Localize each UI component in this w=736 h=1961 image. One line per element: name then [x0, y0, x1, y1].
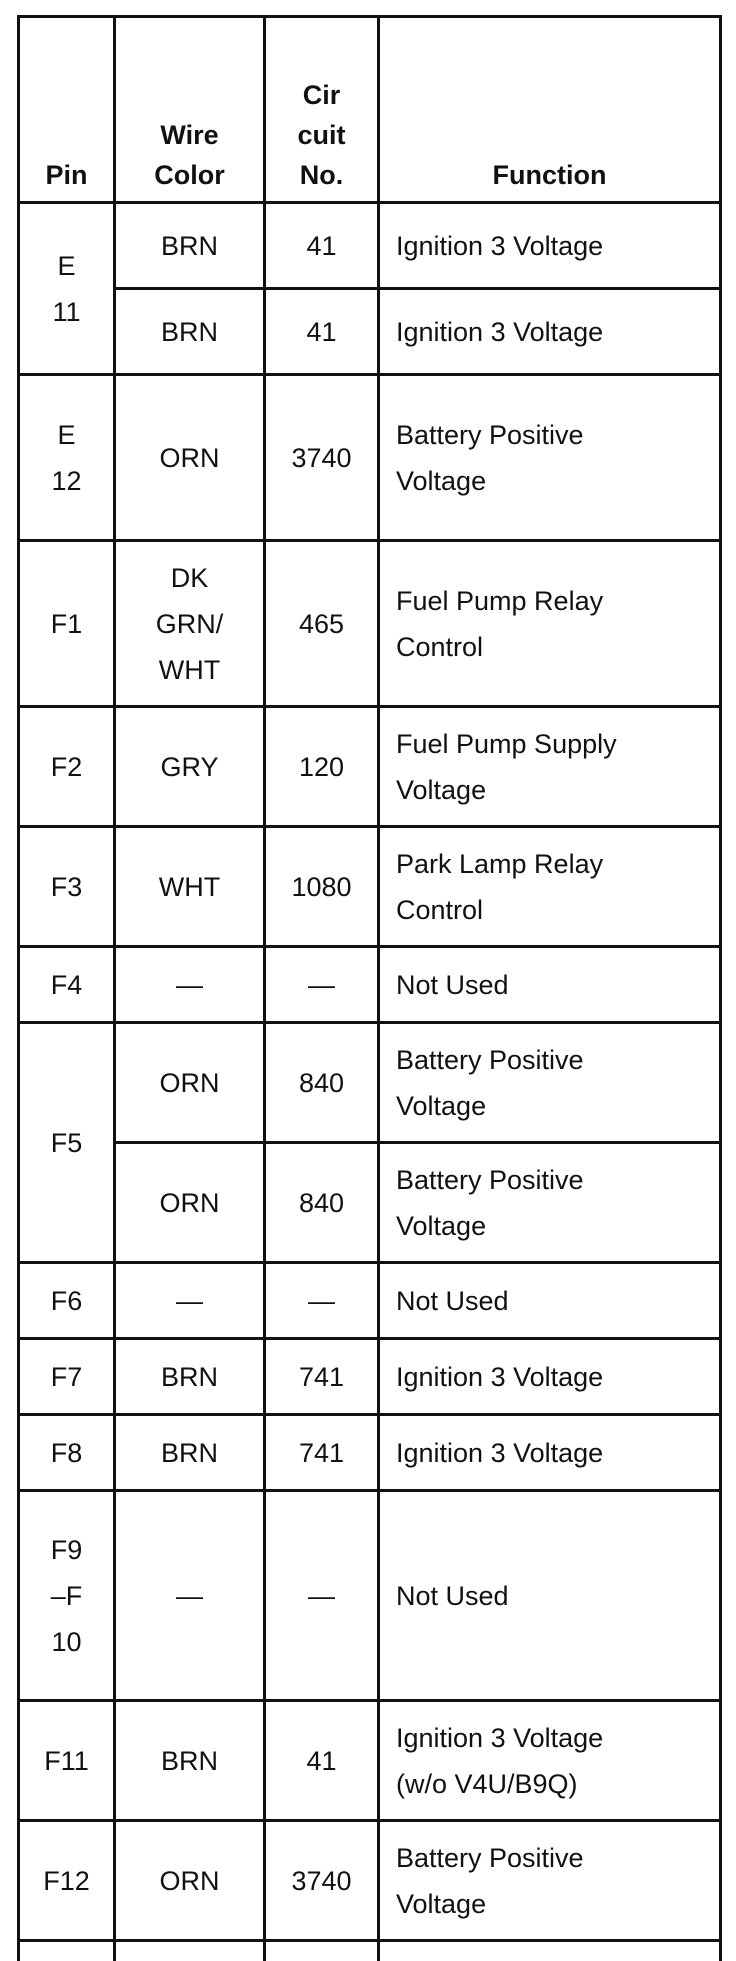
pin-cell: F6: [19, 1263, 115, 1339]
table-row: [19, 1821, 721, 1941]
table-row-continuation: [19, 1941, 721, 1961]
wire-color-cell: BRN: [115, 1701, 265, 1821]
table-row: [19, 947, 721, 1023]
table-row: [19, 203, 721, 289]
table-row: [19, 1415, 721, 1491]
function-cell: Battery Positive Voltage: [379, 1023, 721, 1143]
pin-cell: F3: [19, 827, 115, 947]
circuit-cell: 41: [265, 289, 379, 375]
wire-color-cell: ORN: [115, 375, 265, 541]
table-row: [19, 1701, 721, 1821]
function-cell: Not Used: [379, 1491, 721, 1701]
circuit-cell: —: [265, 1491, 379, 1701]
header-pin: Pin: [19, 17, 115, 203]
function-cell: Park Lamp Relay Control: [379, 827, 721, 947]
function-cell: Battery Positive Voltage: [379, 1143, 721, 1263]
table-header-row: [19, 17, 721, 203]
table-row: [19, 1491, 721, 1701]
wire-color-cell: —: [115, 1263, 265, 1339]
wire-color-cell: GRY: [115, 707, 265, 827]
pin-cell: F4: [19, 947, 115, 1023]
table-row: [19, 375, 721, 541]
wire-color-cell: BRN: [115, 289, 265, 375]
wire-color-cell: DK GRN/ WHT: [115, 541, 265, 707]
function-cell: Ignition 3 Voltage: [379, 1415, 721, 1491]
pin-cell: F8: [19, 1415, 115, 1491]
wire-color-cell: BRN: [115, 1339, 265, 1415]
function-cell: Ignition 3 Voltage: [379, 1339, 721, 1415]
circuit-cell: 840: [265, 1143, 379, 1263]
pin-cell: E 12: [19, 375, 115, 541]
circuit-cell: 120: [265, 707, 379, 827]
function-cell: Ignition 3 Voltage: [379, 289, 721, 375]
wire-color-cell: BRN: [115, 1415, 265, 1491]
circuit-cell: 1080: [265, 827, 379, 947]
wire-color-cell: —: [115, 1491, 265, 1701]
table-row: [19, 827, 721, 947]
function-cell: Not Used: [379, 947, 721, 1023]
circuit-cell: —: [265, 947, 379, 1023]
function-cell: Battery Positive Voltage: [379, 375, 721, 541]
function-cell: Fuel Pump Relay Control: [379, 541, 721, 707]
function-cell: Not Used: [379, 1263, 721, 1339]
pin-cell: F12: [19, 1821, 115, 1941]
header-circuit-number: Cir cuit No.: [265, 17, 379, 203]
table-row: [19, 541, 721, 707]
function-cell: Battery Positive Voltage: [379, 1821, 721, 1941]
circuit-cell: 741: [265, 1415, 379, 1491]
table-row: [19, 289, 721, 375]
pin-cell: F1: [19, 541, 115, 707]
pin-cell: F5: [19, 1023, 115, 1263]
pin-cell: F11: [19, 1701, 115, 1821]
pin-cell: F2: [19, 707, 115, 827]
wire-color-cell: ORN: [115, 1821, 265, 1941]
circuit-cell: 741: [265, 1339, 379, 1415]
wire-color-cell: ORN: [115, 1023, 265, 1143]
circuit-cell: 840: [265, 1023, 379, 1143]
header-wire-color: Wire Color: [115, 17, 265, 203]
circuit-cell: 3740: [265, 1821, 379, 1941]
pin-cell: F7: [19, 1339, 115, 1415]
circuit-cell: 41: [265, 1701, 379, 1821]
table-row: [19, 1263, 721, 1339]
pin-cell: E 11: [19, 203, 115, 375]
connector-pinout-table: [17, 15, 722, 1961]
wire-color-cell: —: [115, 947, 265, 1023]
table-row: [19, 1023, 721, 1143]
table-row: [19, 707, 721, 827]
wire-color-cell: BRN: [115, 203, 265, 289]
wire-color-cell: ORN: [115, 1143, 265, 1263]
function-cell: Fuel Pump Supply Voltage: [379, 707, 721, 827]
pin-cell: F9 –F 10: [19, 1491, 115, 1701]
header-function: Function: [379, 17, 721, 203]
circuit-cell: 465: [265, 541, 379, 707]
circuit-cell: —: [265, 1263, 379, 1339]
function-cell: Ignition 3 Voltage (w/o V4U/B9Q): [379, 1701, 721, 1821]
wire-color-cell: WHT: [115, 827, 265, 947]
table-row: [19, 1339, 721, 1415]
function-cell: Ignition 3 Voltage: [379, 203, 721, 289]
circuit-cell: 3740: [265, 375, 379, 541]
table-row: [19, 1143, 721, 1263]
circuit-cell: 41: [265, 203, 379, 289]
